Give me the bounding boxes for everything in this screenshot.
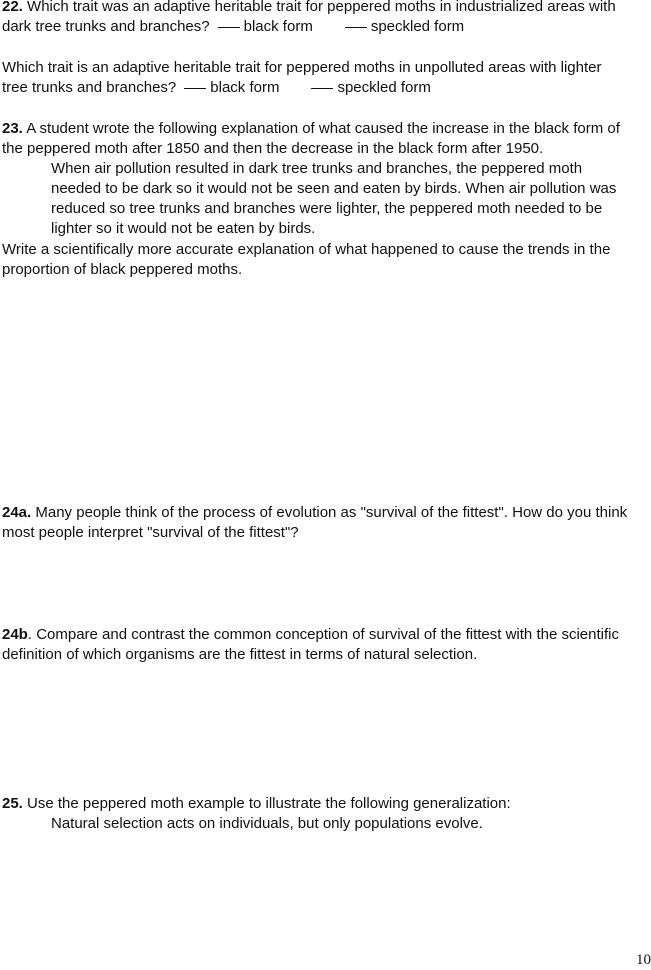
q24b-line-2: definition of which organisms are the fittest in terms of natural selection. (2, 646, 478, 663)
q22-option-black: black form (243, 18, 313, 35)
q22-part2-text-cont: tree trunks and branches? (2, 79, 177, 96)
page-number: 10 (636, 952, 651, 968)
q22-part2-line-2 (2, 78, 431, 98)
q24a-text: Many people think of the process of evolution as "survival of the fittest". How do you think (35, 504, 628, 521)
q22-line-1 (2, 0, 616, 17)
q22-part2-line-1 (2, 58, 602, 78)
q23-quote-line: When air pollution resulted in dark tree trunks and branches, the peppered moth (51, 160, 583, 177)
q23-text-cont: the peppered moth after 1850 and then the decrease in the black form after 1950. (2, 140, 544, 157)
answer-blank[interactable] (184, 87, 206, 89)
answer-blank[interactable] (218, 26, 240, 28)
q22-part2-option-speckled: speckled form (337, 79, 431, 96)
q22-part2-option-black: black form (210, 79, 280, 96)
q23-prompt-line-2: proportion of black peppered moths. (2, 261, 243, 278)
q24b-number: 24b (2, 626, 28, 643)
q22-text: Which trait was an adaptive heritable trait for peppered moths in industrialized areas with (27, 0, 616, 15)
q24b-text: . Compare and contrast the common conception of survival of the fittest with the scientific (27, 626, 619, 643)
q23-number: 23. (2, 120, 23, 137)
q25-line-1 (2, 794, 511, 814)
q24a-line-1 (2, 503, 627, 523)
q24a-line-2: most people interpret "survival of the fittest"? (2, 524, 299, 541)
q22-line-2 (2, 17, 464, 37)
q22-number: 22. (2, 0, 23, 15)
q25-line-2: Natural selection acts on individuals, but only populations evolve. (51, 815, 483, 832)
q23-prompt-line-1: Write a scientifically more accurate explanation of what happened to cause the trends in the (2, 241, 611, 258)
q22-option-speckled: speckled form (370, 18, 465, 35)
q23-quote-line: lighter so it would not be eaten by birds. (51, 220, 316, 237)
q23-text: A student wrote the following explanation of what caused the increase in the black form of (26, 120, 620, 137)
q23-quote-line: needed to be dark so it would not be seen and eaten by birds. When air pollution was (51, 180, 617, 197)
q22-text-cont: dark tree trunks and branches? (2, 18, 210, 35)
q22-part2-text: Which trait is an adaptive heritable trait for peppered moths in unpolluted areas with lighter (2, 59, 602, 76)
q23-quote-line: reduced so tree trunks and branches were lighter, the peppered moth needed to be (51, 200, 603, 217)
q25-text: Use the peppered moth example to illustrate the following generalization: (27, 795, 511, 812)
q23-line-2 (2, 139, 543, 159)
answer-blank[interactable] (311, 87, 333, 89)
q23-line-1 (2, 119, 620, 139)
answer-blank[interactable] (345, 26, 367, 28)
q25-number: 25. (2, 795, 23, 812)
q24a-number: 24a. (2, 504, 32, 521)
q24b-line-1 (2, 625, 619, 645)
